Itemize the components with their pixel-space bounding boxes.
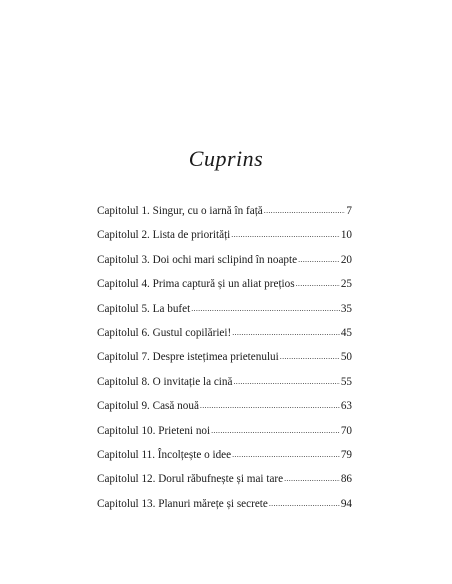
toc-entry-label: Capitolul 8. O invitație la cină [97, 375, 233, 388]
toc-entry-page: 94 [340, 497, 352, 510]
toc-entry[interactable] [97, 419, 352, 443]
toc-entry-label: Capitolul 11. Încolțește o idee [97, 448, 232, 461]
toc-entry-page: 35 [340, 302, 352, 315]
toc-entry[interactable] [97, 199, 352, 223]
toc-entry-page: 20 [340, 253, 352, 266]
toc-entry-page: 86 [340, 473, 352, 486]
toc-leader-dots [211, 419, 340, 443]
toc-entry[interactable] [97, 248, 352, 272]
toc-entry[interactable] [97, 443, 352, 467]
toc-leader-dots [296, 272, 340, 296]
toc-entry[interactable] [97, 223, 352, 247]
toc-leader-dots [231, 223, 340, 247]
toc-entry-label: Capitolul 10. Prieteni noi [97, 424, 211, 437]
toc-entry[interactable] [97, 467, 352, 491]
toc-entry-page: 63 [340, 400, 352, 413]
toc-entry[interactable] [97, 345, 352, 369]
toc-entry[interactable] [97, 492, 352, 516]
toc-title: Cuprins [188, 146, 264, 171]
toc-leader-dots [233, 370, 339, 394]
toc-entry[interactable] [97, 394, 352, 418]
toc-entry[interactable] [97, 297, 352, 321]
toc-entry[interactable] [97, 370, 352, 394]
toc-entry[interactable] [97, 272, 352, 296]
toc-entry-label: Capitolul 4. Prima captură și un aliat prețios [97, 278, 295, 291]
toc-entry-page: 45 [340, 326, 352, 339]
toc-leader-dots [200, 394, 340, 418]
toc-leader-dots [269, 492, 340, 516]
toc-leader-dots [284, 467, 340, 491]
toc-entry-page: 79 [340, 448, 352, 461]
toc-entry-label: Capitolul 12. Dorul răbufnește și mai tare [97, 473, 284, 486]
toc-entry-label: Capitolul 13. Planuri mărețe și secrete [97, 497, 268, 510]
toc-leader-dots [264, 199, 346, 223]
toc-list [97, 199, 352, 516]
toc-entry-page: 10 [340, 229, 352, 242]
toc-entry-page: 50 [340, 351, 352, 364]
toc-entry-label: Capitolul 7. Despre istețimea prietenului [97, 351, 279, 364]
toc-leader-dots [232, 443, 340, 467]
toc-entry[interactable] [97, 321, 352, 345]
toc-leader-dots [232, 321, 340, 345]
toc-entry-label: Capitolul 3. Doi ochi mari sclipind în noapte [97, 253, 298, 266]
toc-leader-dots [191, 297, 340, 321]
toc-leader-dots [280, 345, 340, 369]
toc-entry-page: 55 [340, 375, 352, 388]
toc-entry-page: 25 [340, 278, 352, 291]
toc-entry-page: 70 [340, 424, 352, 437]
toc-entry-page: 7 [346, 205, 352, 217]
toc-leader-dots [298, 248, 340, 272]
toc-entry-label: Capitolul 9. Casă nouă [97, 400, 199, 413]
toc-entry-label: Capitolul 2. Lista de priorități [97, 229, 231, 242]
toc-entry-label: Capitolul 1. Singur, cu o iarnă în față [97, 205, 263, 217]
toc-entry-label: Capitolul 6. Gustul copilăriei! [97, 326, 232, 339]
toc-entry-label: Capitolul 5. La bufet [97, 302, 191, 315]
